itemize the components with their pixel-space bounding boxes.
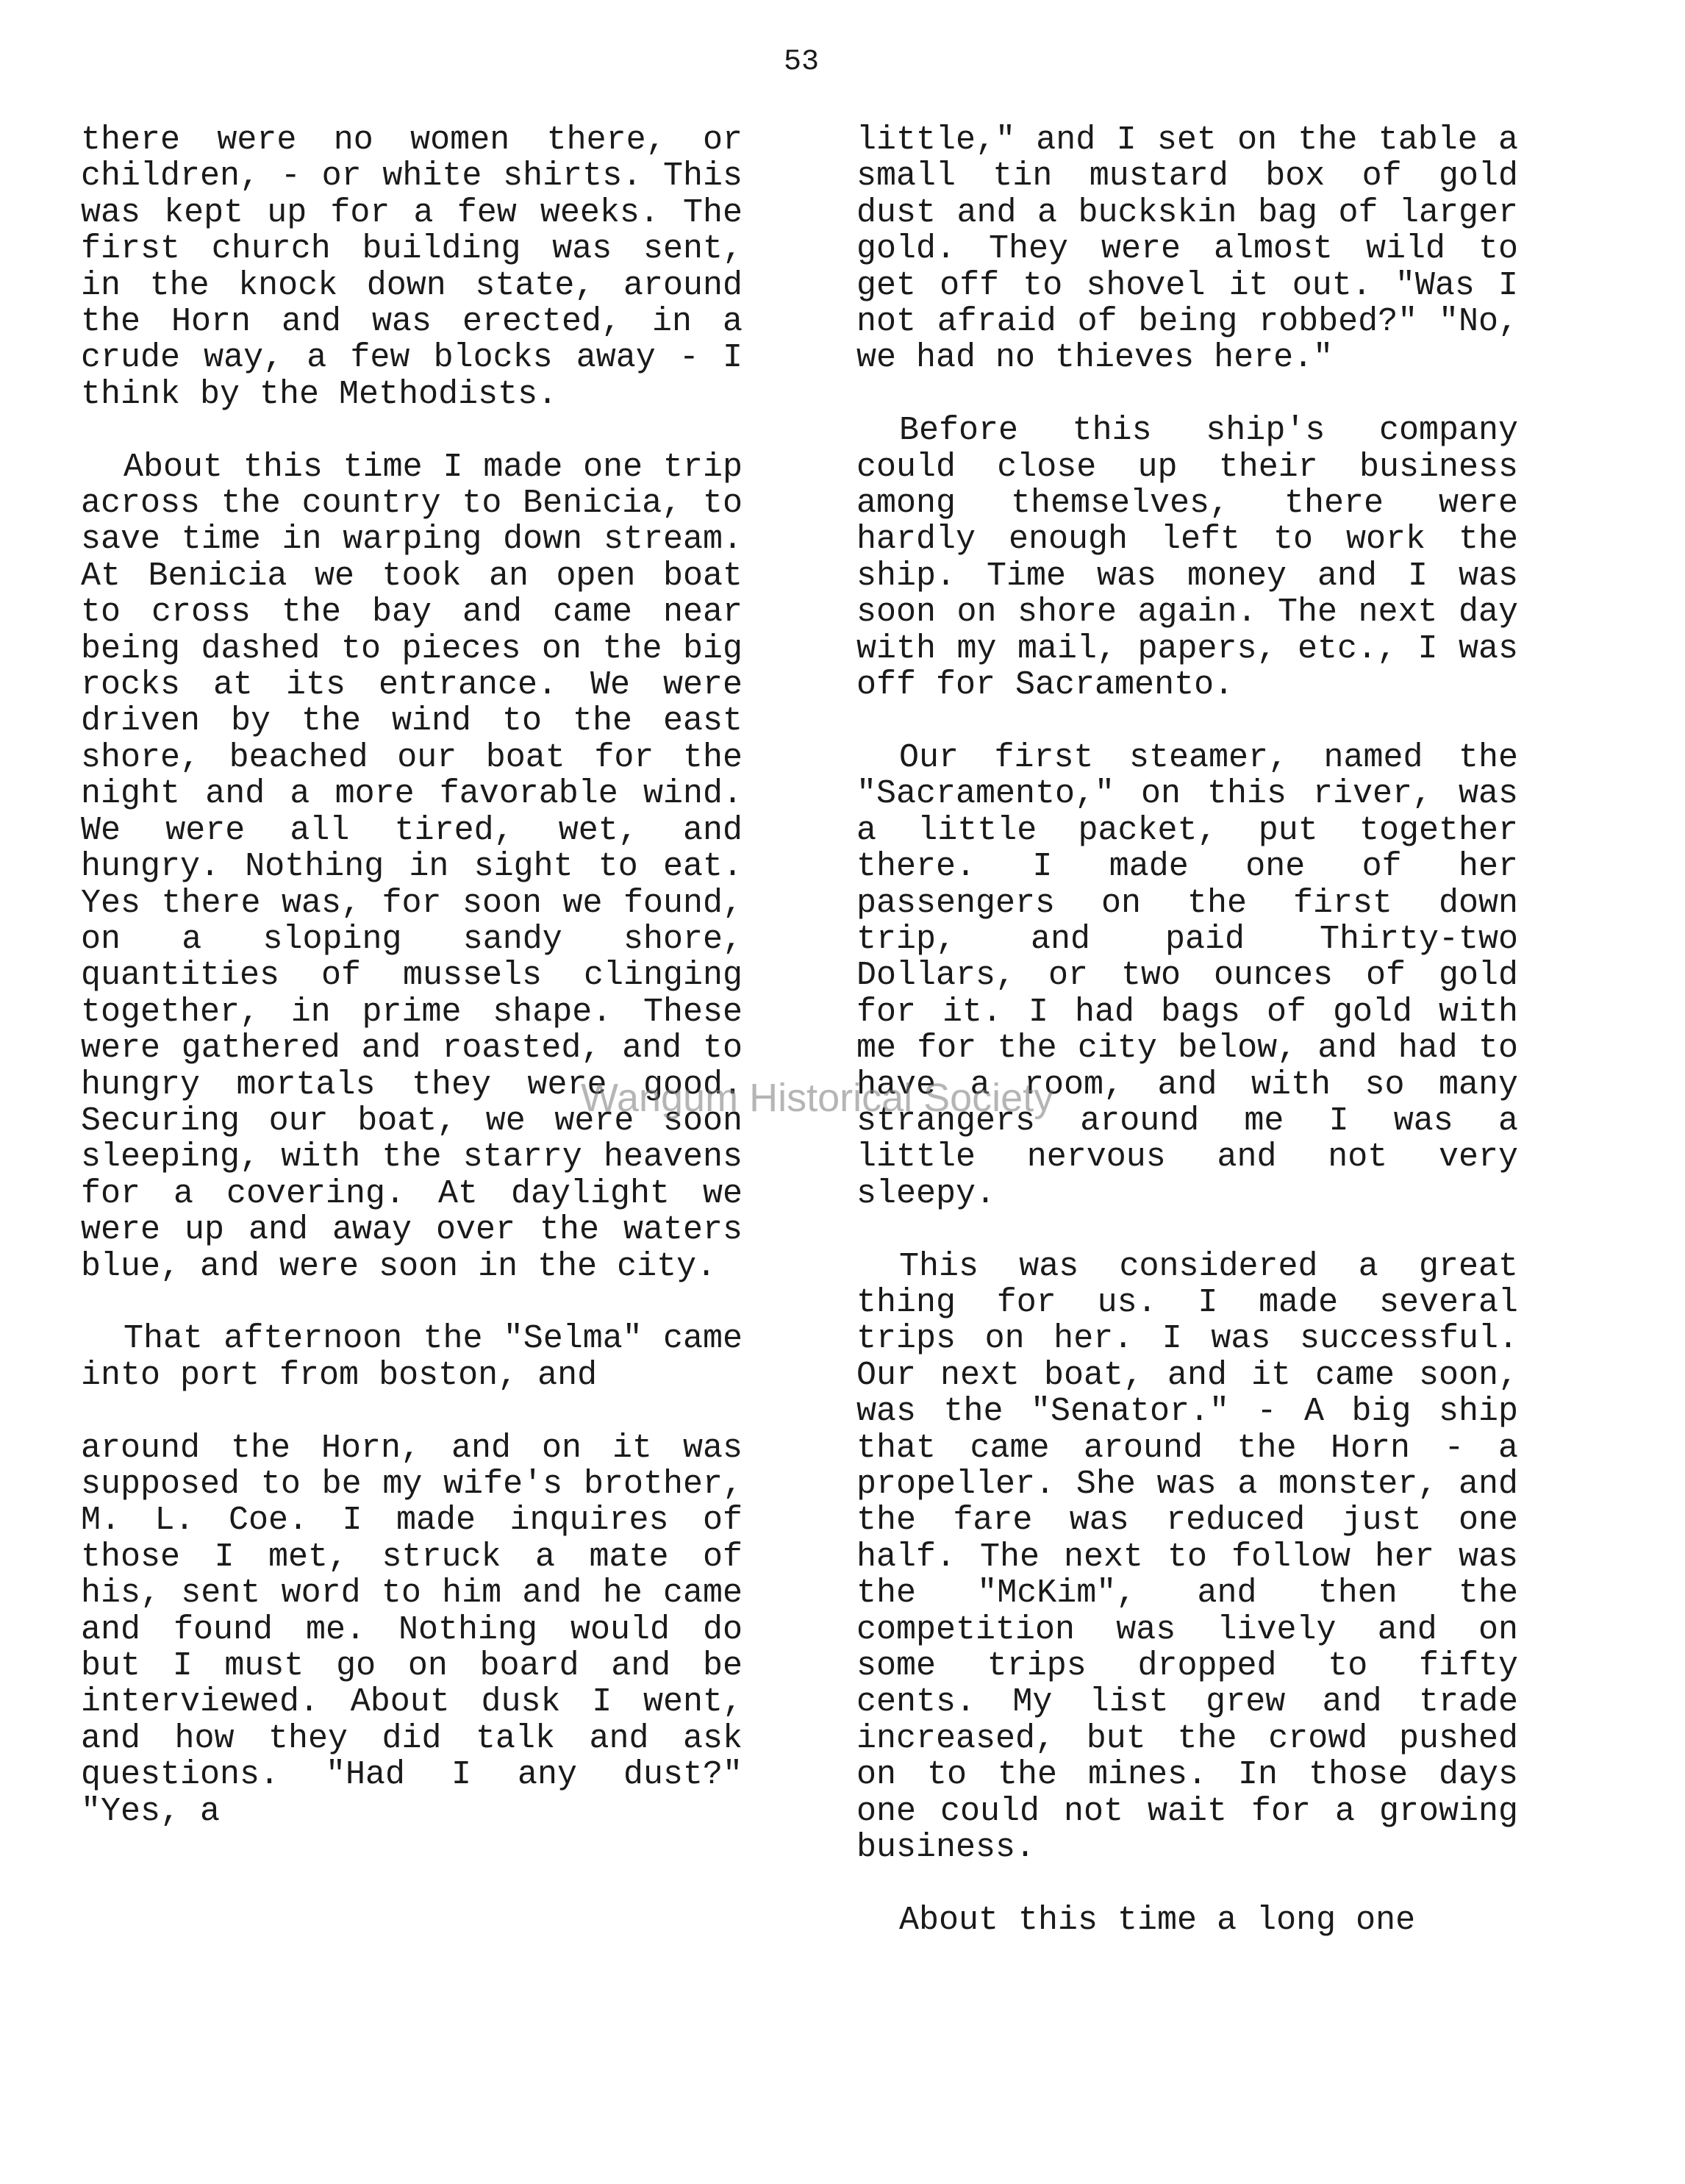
- left-column: [81, 122, 743, 1830]
- paragraph-left-3: That afternoon the "Selma" came into port from boston, and: [81, 1320, 743, 1394]
- page-number: 53: [783, 46, 819, 79]
- paragraph-right-3: Our first steamer, named the "Sacramento," on this river, was a little packet, put together there. I made one of her passengers on the first down trip, and paid Thirty-two Dollars, or two ounces of gold for it. I had bags of gold with me for the city below, and had to have a room, and with so many strangers around me I was a little nervous and not very sleepy.: [856, 738, 1518, 1213]
- paragraph-right-5: About this time a long one: [899, 1901, 1416, 1939]
- paragraph-left-2: About this time I made one trip across the country to Benicia, to save time in warping down stream. At Benicia we took an open boat to cross the bay and came near being dashed to pieces on the big rocks at its entrance. We were driven by the wind to the east shore, beached our boat for the night and a more favorable wind. We were all tired, wet, and hungry. Nothing in sight to eat. Yes there was, for soon we found, on a sloping sandy shore, quantities of mussels clinging together, in prime shape. These were gathered and roasted, and to hungry mortals they were good. Securing our boat, we were soon sleeping, with the starry heavens for a covering. At daylight we were up and away over the waters blue, and were soon in the city.: [81, 448, 743, 1285]
- paragraph-right-4: This was considered a great thing for us. I made several trips on her. I was successful. Our next boat, and it came soon, was the "Senator." - A big ship that came around the Horn - a propeller. She was a monster, and the fare was reduced just one half. The next to follow her was the "McKim", and then the competition was lively and on some trips dropped to fifty cents. My list grew and trade increased, but the crowd pushed on to the mines. In those days one could not wait for a growing business.: [856, 1247, 1518, 1867]
- paragraph-right-1: little," and I set on the table a small tin mustard box of gold dust and a buckskin bag of larger gold. They were almost wild to get off to shovel it out. "Was I not afraid of being robbed?" "No, we had no thieves here.": [856, 121, 1518, 377]
- paragraph-left-4: around the Horn, and on it was supposed to be my wife's brother, M. L. Coe. I made inquires of those I met, struck a mate of his, sent word to him and he came and found me. Nothing would do but I must go on board and be interviewed. About dusk I went, and how they did talk and ask questions. "Had I any dust?" "Yes, a: [81, 1429, 743, 1830]
- right-column: [856, 122, 1518, 1938]
- paragraph-left-1: there were no women there, or children, - or white shirts. This was kept up for a few weeks. The first church building was sent, in the knock down state, around the Horn and was erected, in a crude way, a few blocks away - I think by the Methodists.: [81, 121, 743, 413]
- paragraph-right-2: Before this ship's company could close up their business among themselves, there were hardly enough left to work the ship. Time was money and I was soon on shore again. The next day with my mail, papers, etc., I was off for Sacramento.: [856, 412, 1518, 704]
- watermark: Wangum Historical Society: [581, 1076, 1054, 1120]
